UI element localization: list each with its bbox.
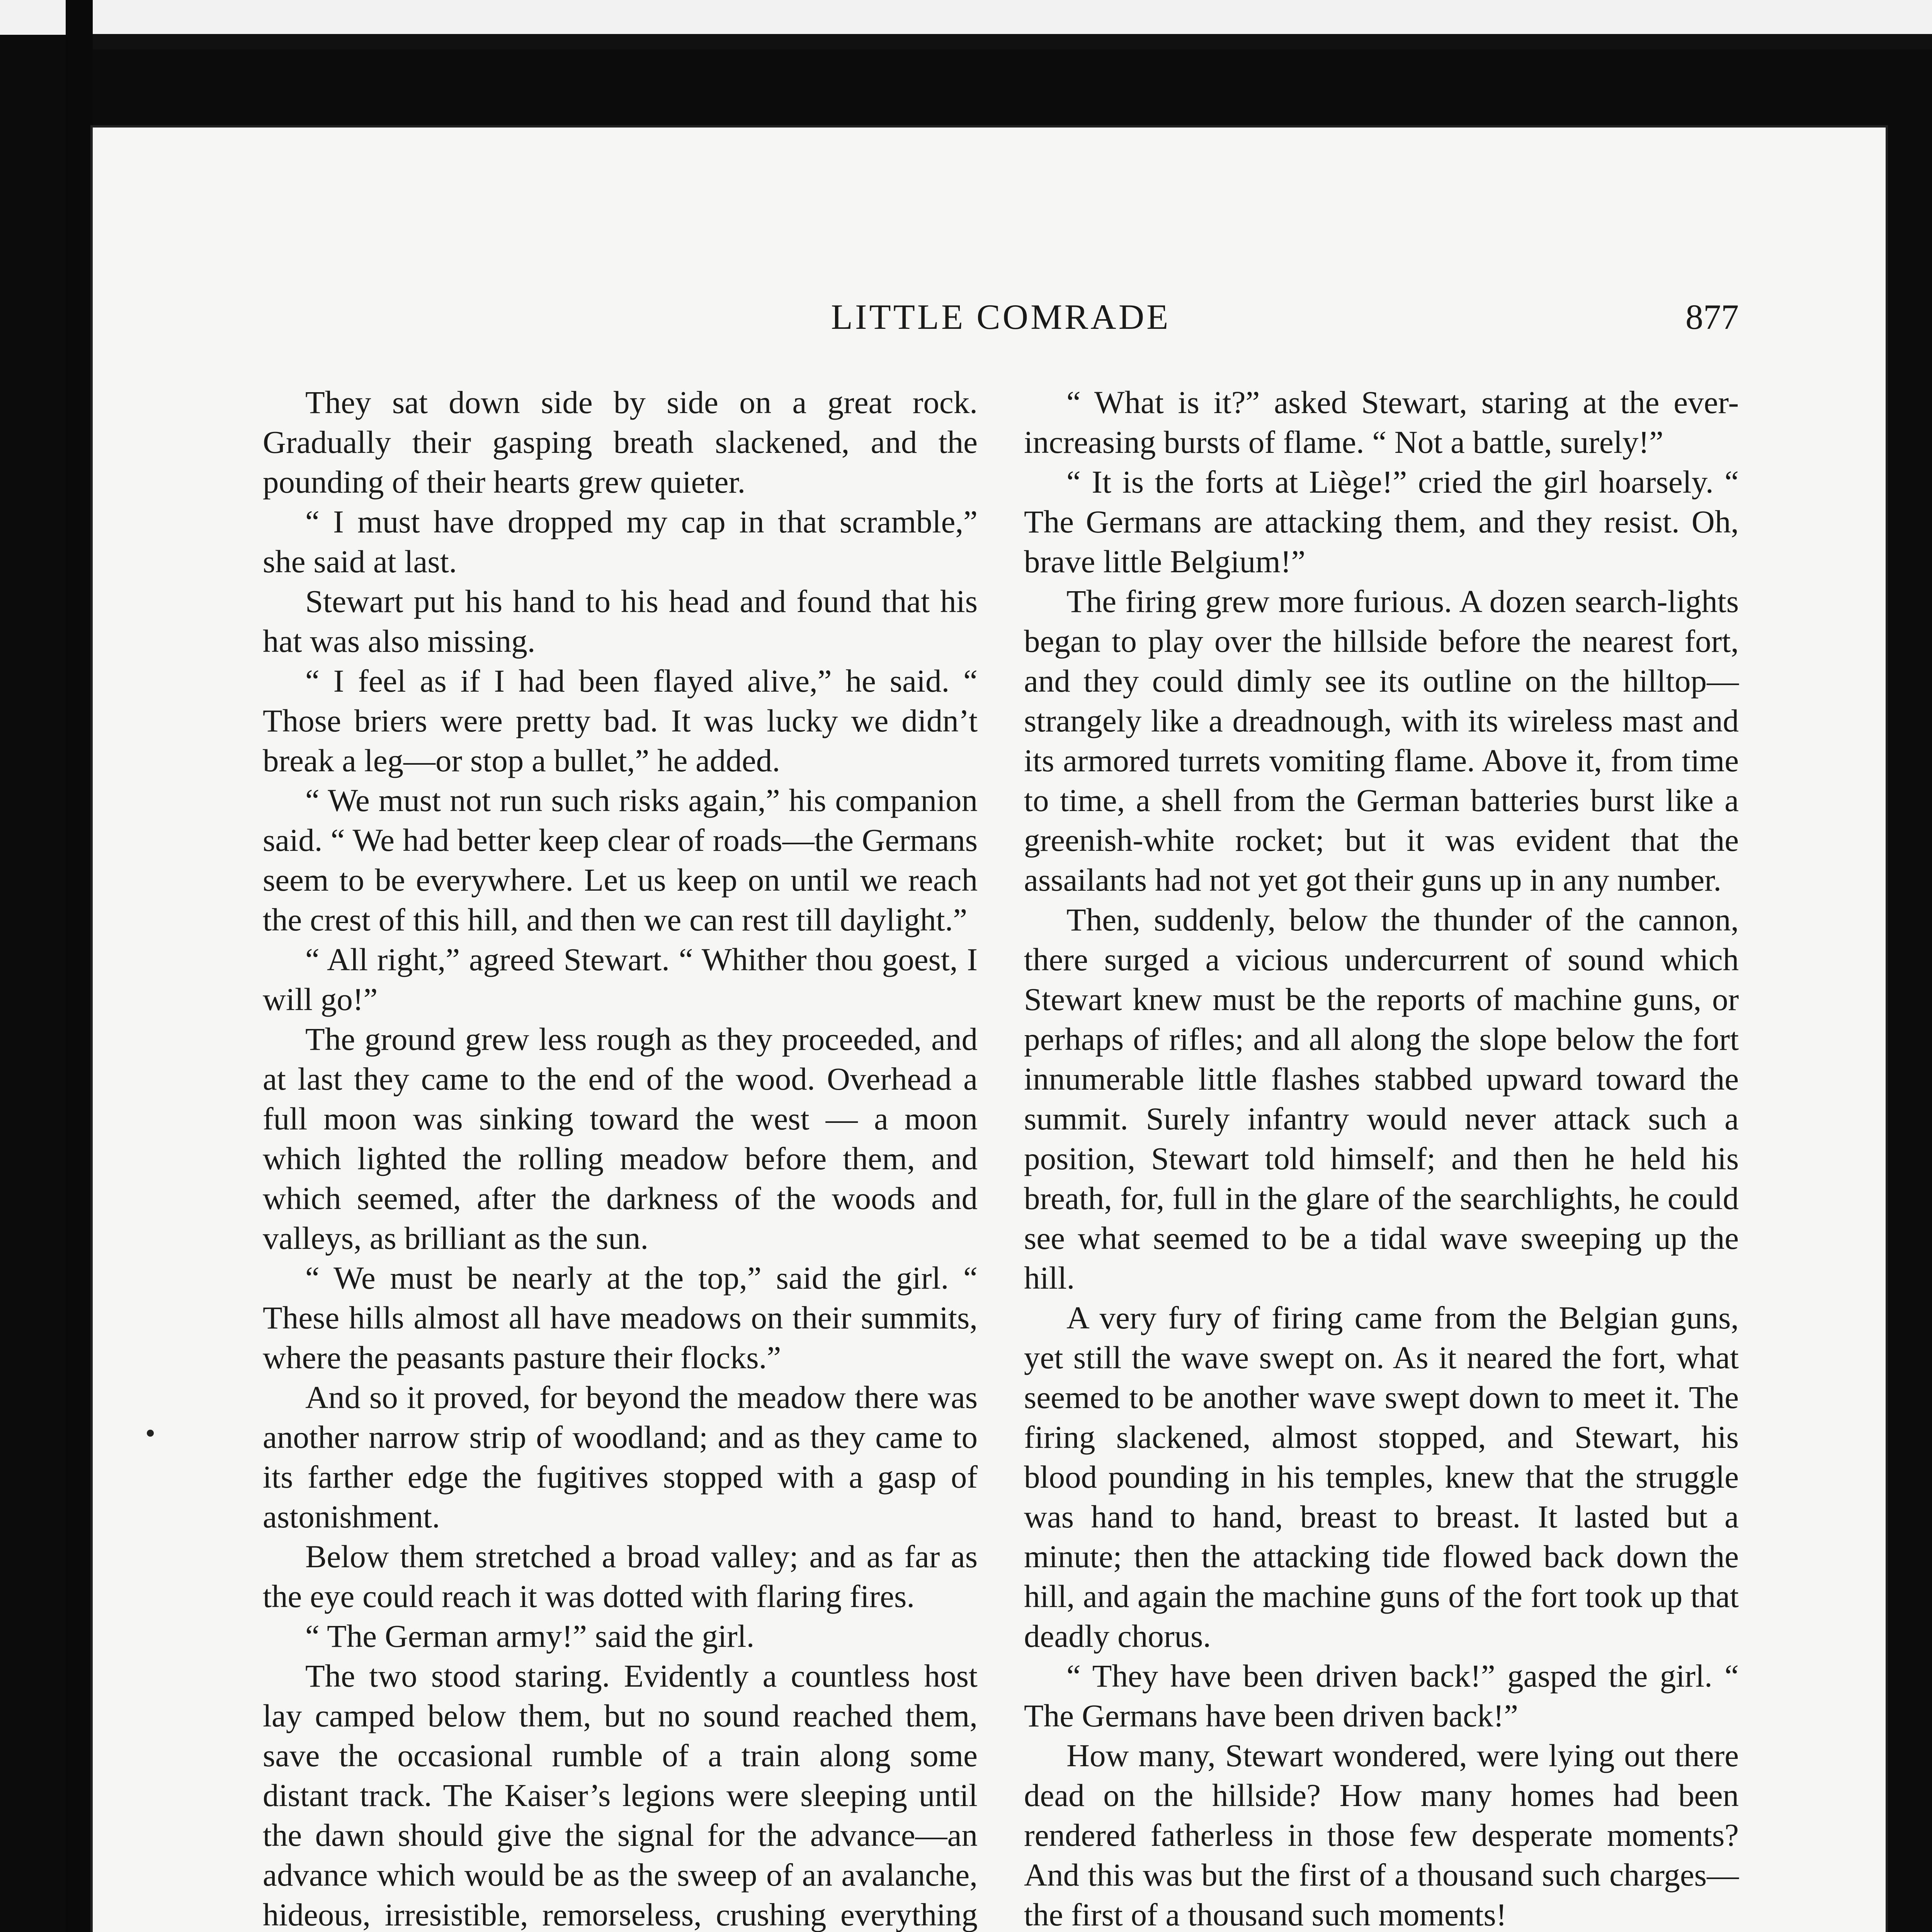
running-head [263, 294, 1739, 340]
paragraph: “ The German army!” said the girl. [305, 1618, 755, 1654]
paragraph: The firing grew more furious. A dozen search-lights began to play over the hillside before the nearest fort, and they could dimly see its outline on the hilltop—strangely like a dreadnough, with its wireless mast and its armored turrets vomiting flame. Above it, from time to time, a shell from the German batteries burst like a greenish-white rocket; but it was evident that the assailants had not yet got their guns up in any number. [1024, 583, 1739, 898]
running-title: LITTLE COMRADE [831, 297, 1171, 337]
page-number: 877 [1685, 297, 1739, 337]
paragraph: Then, suddenly, below the thunder of the cannon, there surged a vicious undercurrent of sound which Stewart knew must be the reports of machine guns, or perhaps of rifles; and all along the slope below the fort innumerable little flashes stabbed upward toward the summit. Surely infantry would never attack such a position, Stewart told himself; and then he held his breath, for, full in the glare of the searchlights, he could see what seemed to be a tidal wave sweeping up the hill. [1024, 902, 1739, 1296]
scan-speck [147, 1430, 154, 1437]
top-border-rule [81, 34, 1932, 49]
left-border-rule [66, 0, 93, 1932]
paragraph: “ We must not run such risks again,” his companion said. “ We had better keep clear of roads—the Germans seem to be everywhere. Let us keep on until we reach the crest of this hill, and then we can rest till daylight.” [263, 782, 978, 937]
paragraph: “ What is it?” asked Stewart, staring at the ever-increasing bursts of flame. “ Not a battle, surely!” [1024, 384, 1739, 460]
paragraph: Stewart put his hand to his head and found that his hat was also missing. [263, 583, 978, 659]
right-text-column [1024, 383, 1739, 1932]
paragraph: “ We must be nearly at the top,” said the girl. “ These hills almost all have meadows on their summits, where the peasants pasture their flocks.” [263, 1260, 978, 1375]
paragraph: “ It is the forts at Liège!” cried the girl hoarsely. “ The Germans are attacking them, and they resist. Oh, brave little Belgium!” [1024, 464, 1739, 579]
paragraph: “ I feel as if I had been flayed alive,” he said. “ Those briers were pretty bad. It was lucky we didn’t break a leg—or stop a bullet,” he added. [263, 663, 978, 778]
paragraph: “ All right,” agreed Stewart. “ Whither thou goest, I will go!” [263, 942, 978, 1017]
paragraph: The two stood staring. Evidently a countless host lay camped below them, but no sound reached them, save the occasional rumble of a train along some distant track. The Kaiser’s legions were sleeping until the dawn should give the signal for the advance—an advance which would be as the sweep of an avalanche, hideous, irresistible, remorseless, crushing everything [263, 1658, 978, 1932]
paragraph: “ I must have dropped my cap in that scramble,” she said at last. [263, 504, 978, 579]
paragraph: And so it proved, for beyond the meadow there was another narrow strip of woodland; and as they came to its farther edge the fugitives stopped with a gasp of astonishment. [263, 1379, 978, 1534]
paragraph: A very fury of firing came from the Belgian guns, yet still the wave swept on. As it neared the fort, what seemed to be another wave swept down to meet it. The firing slackened, almost stopped, and Stewart, his blood pounding in his temples, knew that the struggle was hand to hand, breast to breast. It lasted but a minute; then the attacking tide flowed back down the hill, and again the machine guns of the fort took up that deadly chorus. [1024, 1300, 1739, 1654]
paragraph: “ They have been driven back!” gasped the girl. “ The Germans have been driven back!” [1024, 1658, 1739, 1733]
paragraph: Below them stretched a broad valley; and as far as the eye could reach it was dotted with flaring fires. [263, 1539, 978, 1614]
paragraph: They sat down side by side on a great rock. Gradually their gasping breath slackened, and the pounding of their hearts grew quieter. [263, 384, 978, 500]
paragraph: The ground grew less rough as they proceeded, and at last they came to the end of the wood. Overhead a full moon was sinking toward the west — a moon which lighted the rolling meadow before them, and which seemed, after the darkness of the woods and valleys, as brilliant as the sun. [263, 1021, 978, 1256]
left-text-column [263, 383, 978, 1932]
top-paper-strip [0, 0, 1932, 35]
paragraph: How many, Stewart wondered, were lying out there dead on the hillside? How many homes had been rendered fatherless in those few desperate moments? And this was but the first of a thousand such charges—the first of a thousand such moments! [1024, 1738, 1739, 1932]
